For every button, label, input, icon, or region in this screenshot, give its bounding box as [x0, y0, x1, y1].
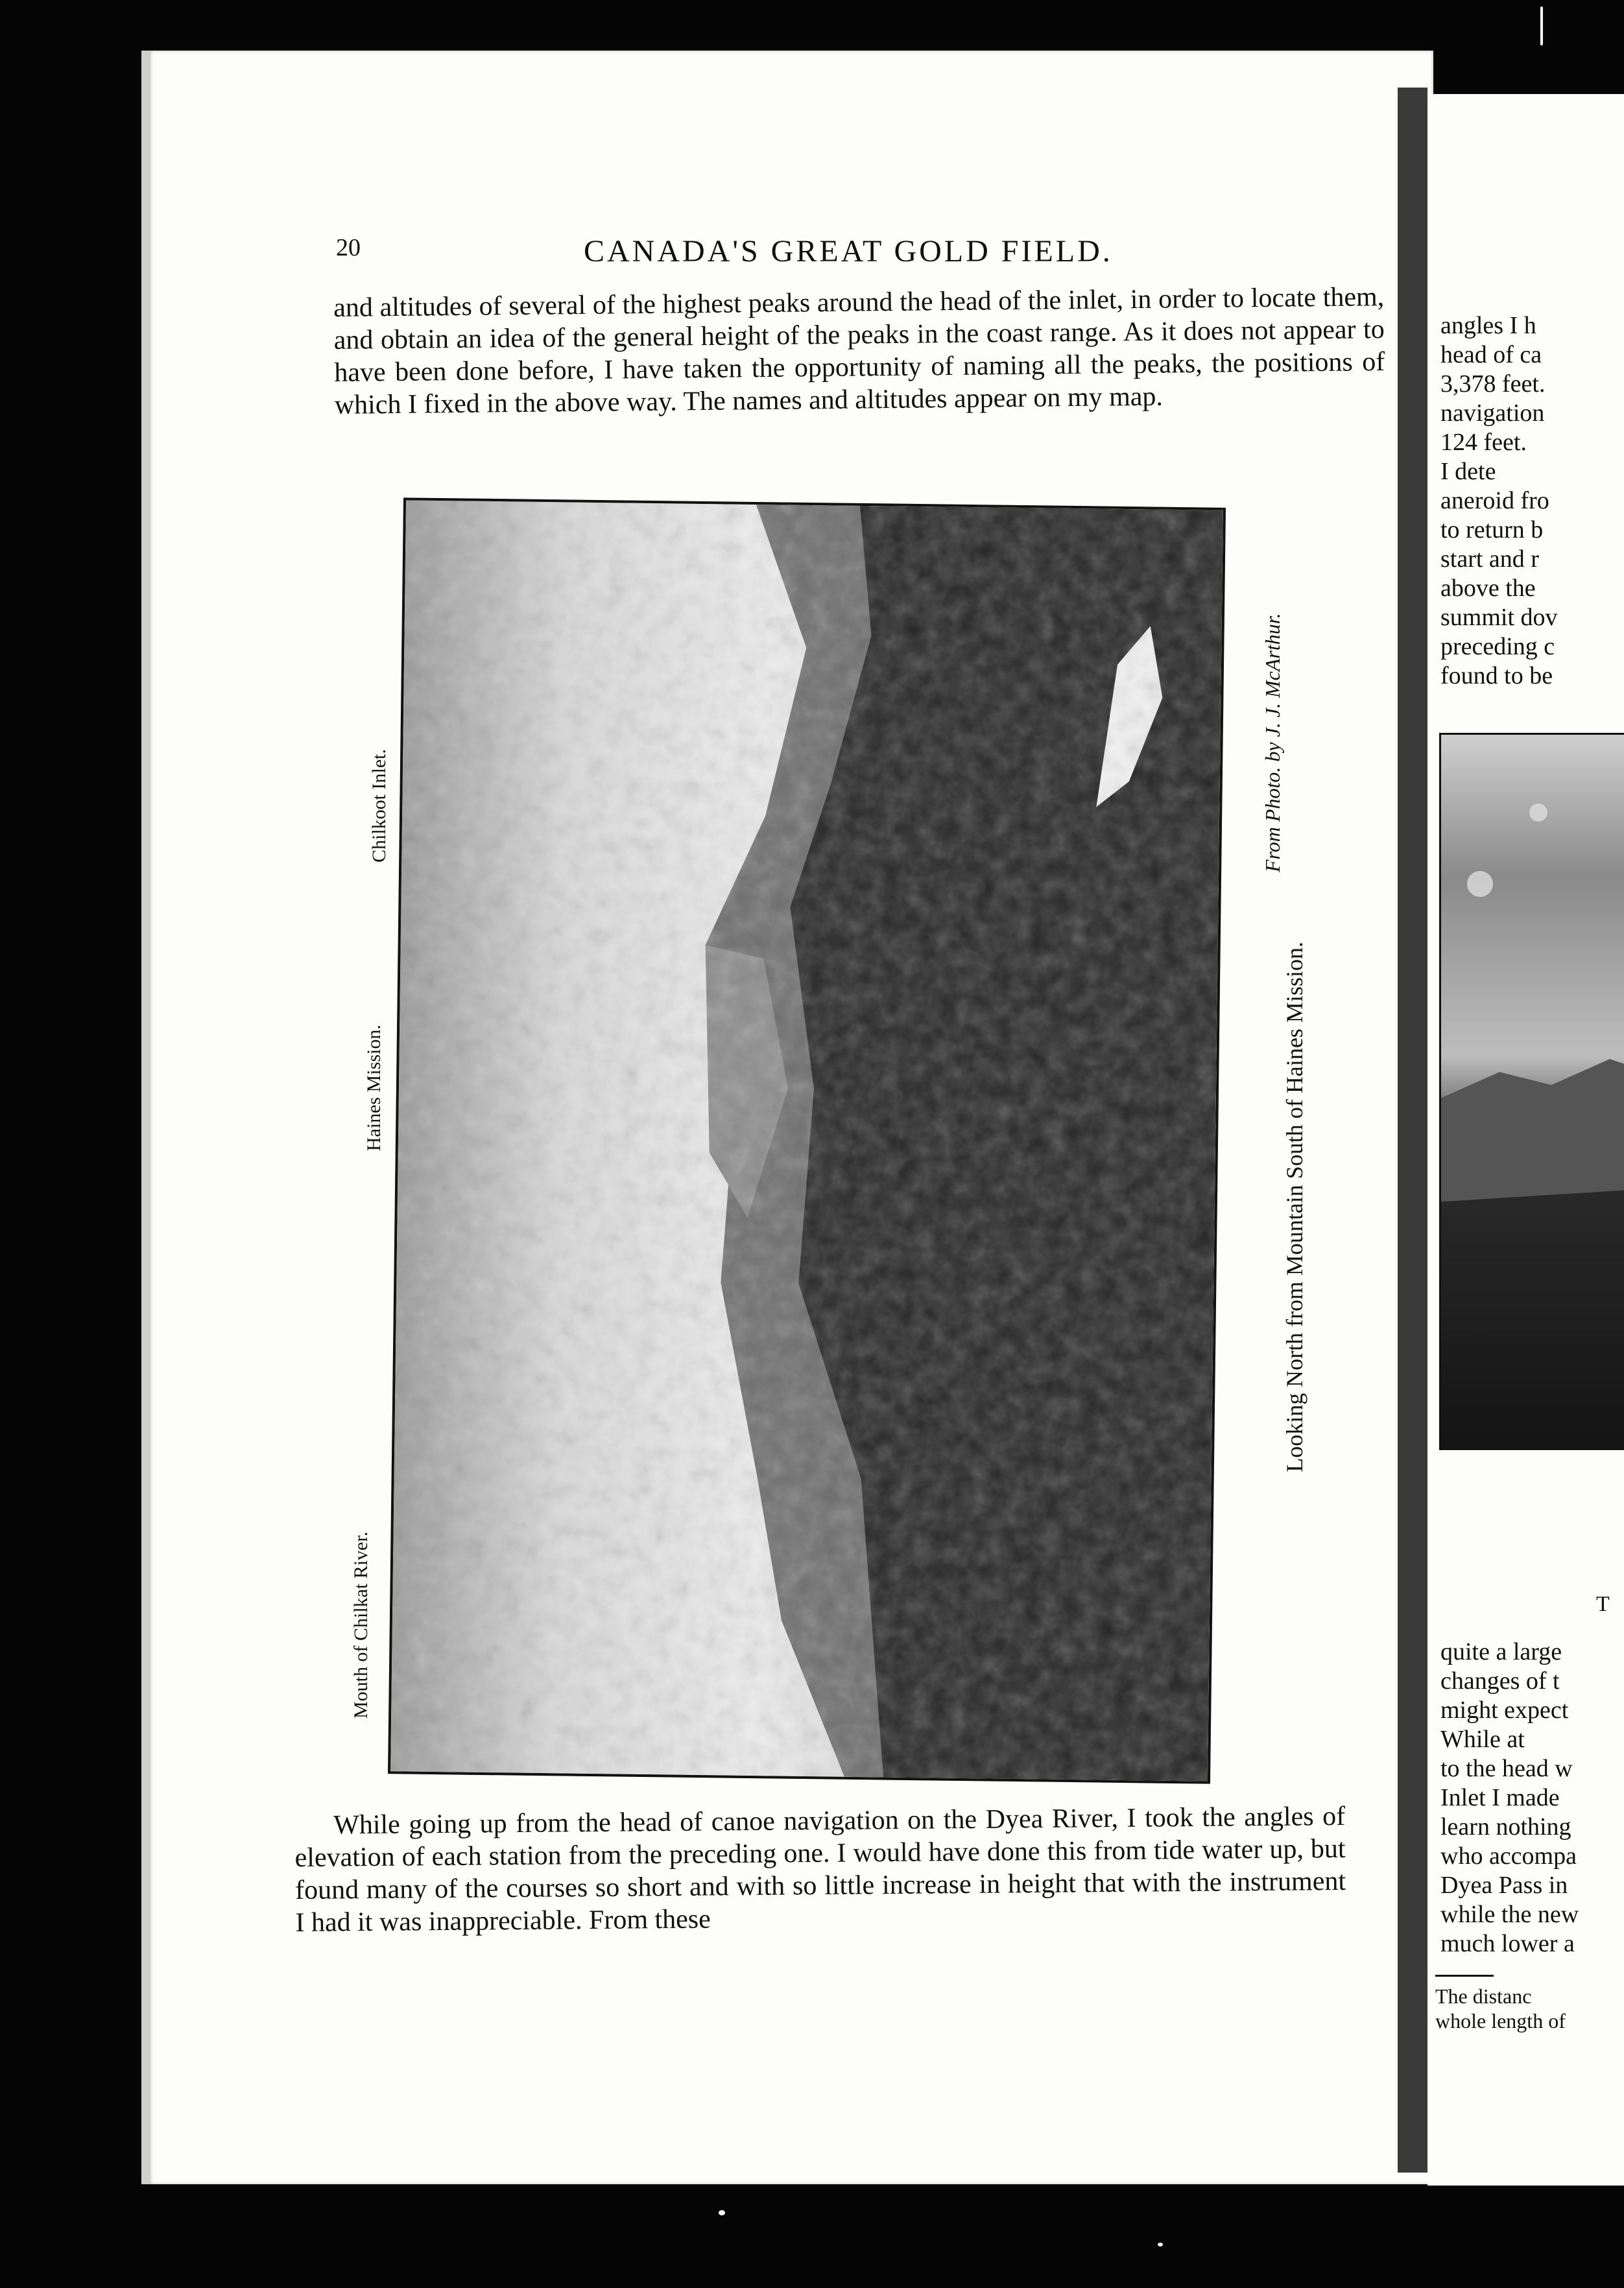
page-number: 20	[336, 234, 361, 261]
right-page-line: while the new	[1440, 1901, 1579, 1928]
photo-plate	[388, 497, 1226, 1783]
right-page-line: might expect	[1440, 1697, 1569, 1724]
right-page-line: preceding c	[1440, 633, 1555, 660]
right-page-line: summit dov	[1440, 604, 1558, 631]
right-page-line: head of ca	[1440, 341, 1542, 368]
right-page-line: learn nothing	[1440, 1813, 1571, 1841]
label-mouth-chilkat-river: Mouth of Chilkat River.	[350, 1531, 372, 1719]
label-chilkoot-inlet: Chilkoot Inlet.	[368, 749, 390, 863]
paragraph-bottom	[294, 1800, 1346, 1939]
right-page-line: to the head w	[1440, 1755, 1573, 1782]
right-page-line: much lower a	[1440, 1930, 1575, 1957]
right-page	[1427, 94, 1624, 2186]
right-page-line: 3,378 feet.	[1440, 370, 1546, 398]
right-page-photo-caption: T	[1596, 1592, 1610, 1616]
scan-speck	[1158, 2243, 1163, 2246]
right-page-line: 124 feet.	[1440, 429, 1527, 456]
paragraph-top: and altitudes of several of the highest peaks around the head of the inlet, in order to locate them, and obtain an idea of the general height of the peaks in the coast range. As it does not appear to have been done before, I have taken the opportunity of naming all the peaks, the positions of which I fixed in the above way. The names and altitudes appear on my map.	[333, 282, 1385, 420]
right-page-line: The distanc	[1435, 1984, 1532, 2008]
footnote-rule	[1435, 1975, 1494, 1977]
right-page-line: While at	[1440, 1726, 1525, 1753]
right-page-line: to return b	[1440, 516, 1544, 543]
right-page-line: start and r	[1440, 545, 1539, 573]
right-page-line: found to be	[1440, 662, 1553, 689]
mountain-photograph	[390, 500, 1223, 1781]
scan-speck	[1540, 6, 1543, 45]
book-gutter	[1398, 88, 1427, 2173]
scan-speck	[719, 2210, 725, 2215]
right-page-line: navigation	[1440, 399, 1545, 427]
right-page-line: Inlet I made	[1440, 1784, 1560, 1811]
right-page-line: changes of t	[1440, 1667, 1560, 1695]
running-head: CANADA'S GREAT GOLD FIELD.	[584, 234, 1113, 268]
right-page-line: angles I h	[1440, 312, 1536, 339]
paragraph-bottom-text: While going up from the head of canoe navigation on the Dyea River, I took the angles of elevation of each station from the preceding one. I would have done this from tide water up, but found many of the courses so short and with so little increase in height that with the instrument I had it was inappreciable. From these	[294, 1801, 1346, 1938]
right-page-line: I dete	[1440, 458, 1496, 485]
right-page-line: who accompa	[1440, 1842, 1577, 1870]
label-haines-mission: Haines Mission.	[363, 1025, 385, 1151]
plate-caption: Looking North from Mountain South of Haines Mission.	[1282, 942, 1308, 1472]
photo-credit: From Photo. by J. J. McArthur.	[1261, 613, 1284, 872]
right-page-line: quite a large	[1440, 1638, 1562, 1665]
right-page-line: whole length of	[1435, 2009, 1566, 2032]
right-page-line: above the	[1440, 575, 1536, 602]
right-page-line: Dyea Pass in	[1440, 1872, 1568, 1899]
right-page-line: aneroid fro	[1440, 487, 1549, 514]
right-page-photo	[1439, 733, 1624, 1450]
